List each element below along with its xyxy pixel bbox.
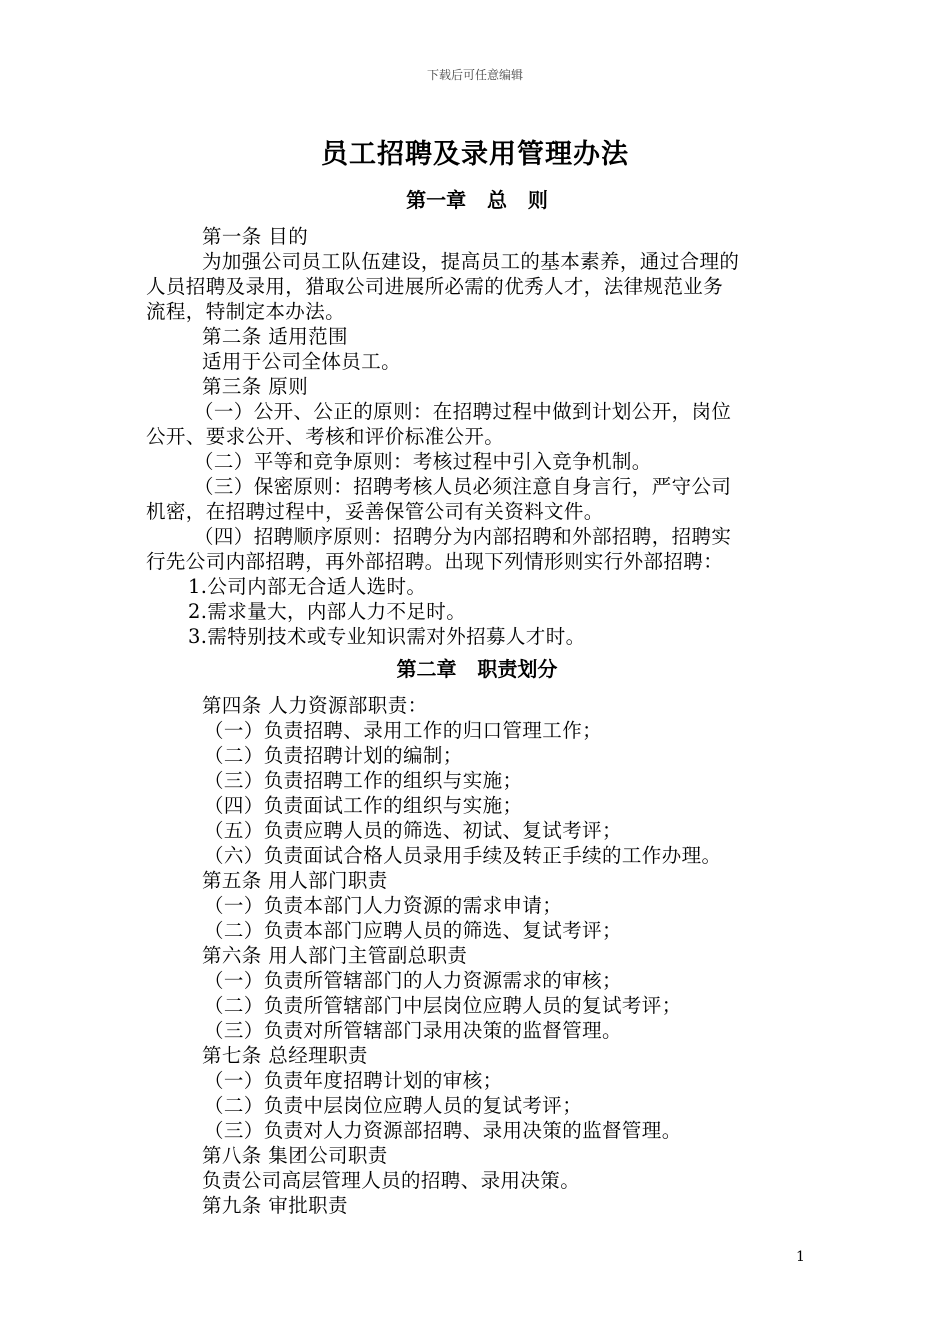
list-item: 1.公司内部无合适人选时。 <box>188 575 427 598</box>
list-item: （二）负责中层岗位应聘人员的复试考评； <box>204 1094 583 1117</box>
paragraph-line: 负责公司高层管理人员的招聘、录用决策。 <box>202 1169 581 1192</box>
paragraph-line: （二）平等和竞争原则：考核过程中引入竞争机制。 <box>194 450 652 473</box>
page-number: 1 <box>796 1249 805 1265</box>
article-heading: 第九条 审批职责 <box>202 1194 348 1217</box>
article-heading: 第四条 人力资源部职责： <box>202 694 428 717</box>
list-item: 2.需求量大，内部人力不足时。 <box>188 600 467 623</box>
article-heading: 第六条 用人部门主管副总职责 <box>202 944 468 967</box>
paragraph-line: 为加强公司员工队伍建设，提高员工的基本素养，通过合理的 <box>202 250 740 273</box>
article-heading: 第二条 适用范围 <box>202 325 348 348</box>
header-note: 下载后可任意编辑 <box>426 68 523 82</box>
chapter-heading: 第二章 职责划分 <box>396 657 558 681</box>
list-item: （二）负责本部门应聘人员的筛选、复试考评； <box>204 919 622 942</box>
paragraph-line: 适用于公司全体员工。 <box>202 350 402 373</box>
page-title: 员工招聘及录用管理办法 <box>321 139 629 170</box>
list-item: （三）负责对所管辖部门录用决策的监督管理。 <box>204 1019 622 1042</box>
article-heading: 第五条 用人部门职责 <box>202 869 388 892</box>
document-body <box>146 180 808 1218</box>
article-heading: 第一条 目的 <box>202 225 309 248</box>
list-item: （一）负责本部门人力资源的需求申请； <box>204 894 563 917</box>
list-item: （四）负责面试工作的组织与实施； <box>204 794 523 817</box>
paragraph-line: 机密，在招聘过程中，妥善保管公司有关资料文件。 <box>146 500 604 523</box>
paragraph-line: 公开、要求公开、考核和评价标准公开。 <box>146 425 505 448</box>
list-item: （六）负责面试合格人员录用手续及转正手续的工作办理。 <box>204 844 722 867</box>
paragraph-line: （一）公开、公正的原则：在招聘过程中做到计划公开，岗位 <box>194 400 732 423</box>
article-heading: 第三条 原则 <box>202 375 309 398</box>
paragraph-line: （四）招聘顺序原则：招聘分为内部招聘和外部招聘，招聘实 <box>194 525 732 548</box>
chapter-heading: 第一章 总 则 <box>406 188 548 212</box>
paragraph-line: 行先公司内部招聘，再外部招聘。出现下列情形则实行外部招聘： <box>146 550 724 573</box>
paragraph-line: 人员招聘及录用，猎取公司进展所必需的优秀人才，法律规范业务 <box>146 275 724 298</box>
list-item: （二）负责所管辖部门中层岗位应聘人员的复试考评； <box>204 994 682 1017</box>
list-item: （一）负责所管辖部门的人力资源需求的审核； <box>204 969 622 992</box>
paragraph-line: 流程，特制定本办法。 <box>146 300 346 323</box>
list-item: （五）负责应聘人员的筛选、初试、复试考评； <box>204 819 622 842</box>
list-item: 3.需特别技术或专业知识需对外招募人才时。 <box>188 625 586 648</box>
list-item: （二）负责招聘计划的编制； <box>204 744 463 767</box>
list-item: （三）负责招聘工作的组织与实施； <box>204 769 523 792</box>
paragraph-line: （三）保密原则：招聘考核人员必须注意自身言行，严守公司 <box>194 475 732 498</box>
article-heading: 第八条 集团公司职责 <box>202 1144 388 1167</box>
list-item: （一）负责年度招聘计划的审核； <box>204 1069 503 1092</box>
article-heading: 第七条 总经理职责 <box>202 1044 368 1067</box>
list-item: （三）负责对人力资源部招聘、录用决策的监督管理。 <box>204 1119 682 1142</box>
list-item: （一）负责招聘、录用工作的归口管理工作； <box>204 719 603 742</box>
